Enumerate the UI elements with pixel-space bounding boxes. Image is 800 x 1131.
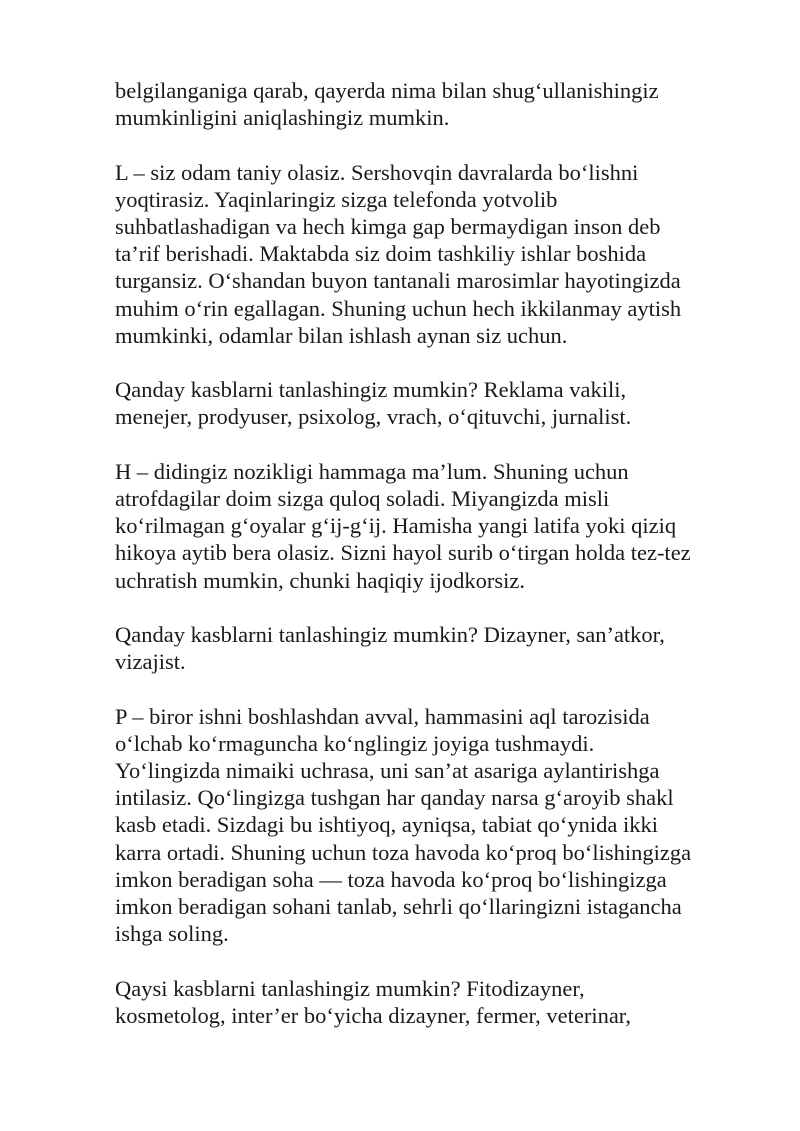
text-line: kosmetolog, inter’er bo‘yicha dizayner, fermer, veterinar,: [115, 1002, 632, 1028]
text-line: muhim o‘rin egallagan. Shuning uchun hech ikkilanmay aytish: [115, 295, 682, 321]
text-line: P – biror ishni boshlashdan avval, hammasini aql tarozisida: [115, 703, 650, 729]
text-line: mumkinligini aniqlashingiz mumkin.: [115, 105, 450, 131]
text-line: karra ortadi. Shuning uchun toza havoda ko‘proq bo‘lishingizga: [115, 839, 692, 865]
text-line: menejer, prodyuser, psixolog, vrach, o‘qituvchi, jurnalist.: [115, 404, 632, 430]
text-line: Qanday kasblarni tanlashingiz mumkin? Dizayner, san’atkor,: [115, 622, 665, 647]
text-line: ishga soling.: [115, 921, 229, 947]
text-line: yoqtirasiz. Yaqinlaringiz sizga telefonda yotvolib: [115, 186, 558, 212]
text-line: vizajist.: [115, 649, 186, 675]
text-line: uchratish mumkin, chunki haqiqiy ijodkorsiz.: [115, 567, 525, 593]
text-line: imkon beradigan soha — toza havoda ko‘proq bo‘lishingizga: [115, 866, 667, 892]
paragraph-p-type: [115, 703, 745, 948]
text-line: ko‘rilmagan g‘oyalar g‘ij-g‘ij. Hamisha yangi latifa yoki qiziq: [115, 513, 677, 539]
text-line: kasb etadi. Sizdagi bu ishtiyoq, ayniqsa, tabiat qo‘ynida ikki: [115, 812, 659, 838]
text-line: intilasiz. Qo‘lingizga tushgan har qanday narsa g‘aroyib shakl: [115, 785, 674, 811]
paragraph-intro: [115, 77, 745, 131]
paragraph-h-type: [115, 458, 745, 594]
text-line: hikoya aytib bera olasiz. Sizni hayol surib o‘tirgan holda tez-tez: [115, 540, 691, 566]
text-line: ta’rif berishadi. Maktabda siz doim tashkiliy ishlar boshida: [115, 241, 647, 267]
text-line: L – siz odam taniy olasiz. Sershovqin davralarda bo‘lishni: [115, 159, 639, 185]
text-line: belgilanganiga qarab, qayerda nima bilan shug‘ullanishingiz: [115, 78, 659, 103]
text-line: imkon beradigan sohani tanlab, sehrli qo‘llaringizni istagancha: [115, 894, 682, 920]
text-line: H – didingiz nozikligi hammaga ma’lum. Shuning uchun: [115, 458, 629, 484]
document-page: [115, 77, 745, 1056]
paragraph-h-professions: [115, 621, 745, 675]
text-line: Qanday kasblarni tanlashingiz mumkin? Reklama vakili,: [115, 377, 627, 403]
text-line: Yo‘lingizda nimaiki uchrasa, uni san’at asariga aylantirishga: [115, 758, 660, 783]
text-line: turgansiz. O‘shandan buyon tantanali marosimlar hayotingizda: [115, 268, 681, 294]
text-line: Qaysi kasblarni tanlashingiz mumkin? Fitodizayner,: [115, 975, 585, 1001]
text-line: atrofdagilar doim sizga quloq soladi. Miyangizda misli: [115, 486, 610, 511]
paragraph-l-professions: [115, 376, 745, 430]
paragraph-l-type: [115, 159, 745, 349]
text-line: suhbatlashadigan va hech kimga gap bermaydigan inson deb: [115, 214, 661, 239]
paragraph-p-professions: [115, 975, 745, 1029]
text-line: mumkinki, odamlar bilan ishlash aynan siz uchun.: [115, 322, 568, 348]
text-line: o‘lchab ko‘rmaguncha ko‘nglingiz joyiga tushmaydi.: [115, 730, 595, 756]
